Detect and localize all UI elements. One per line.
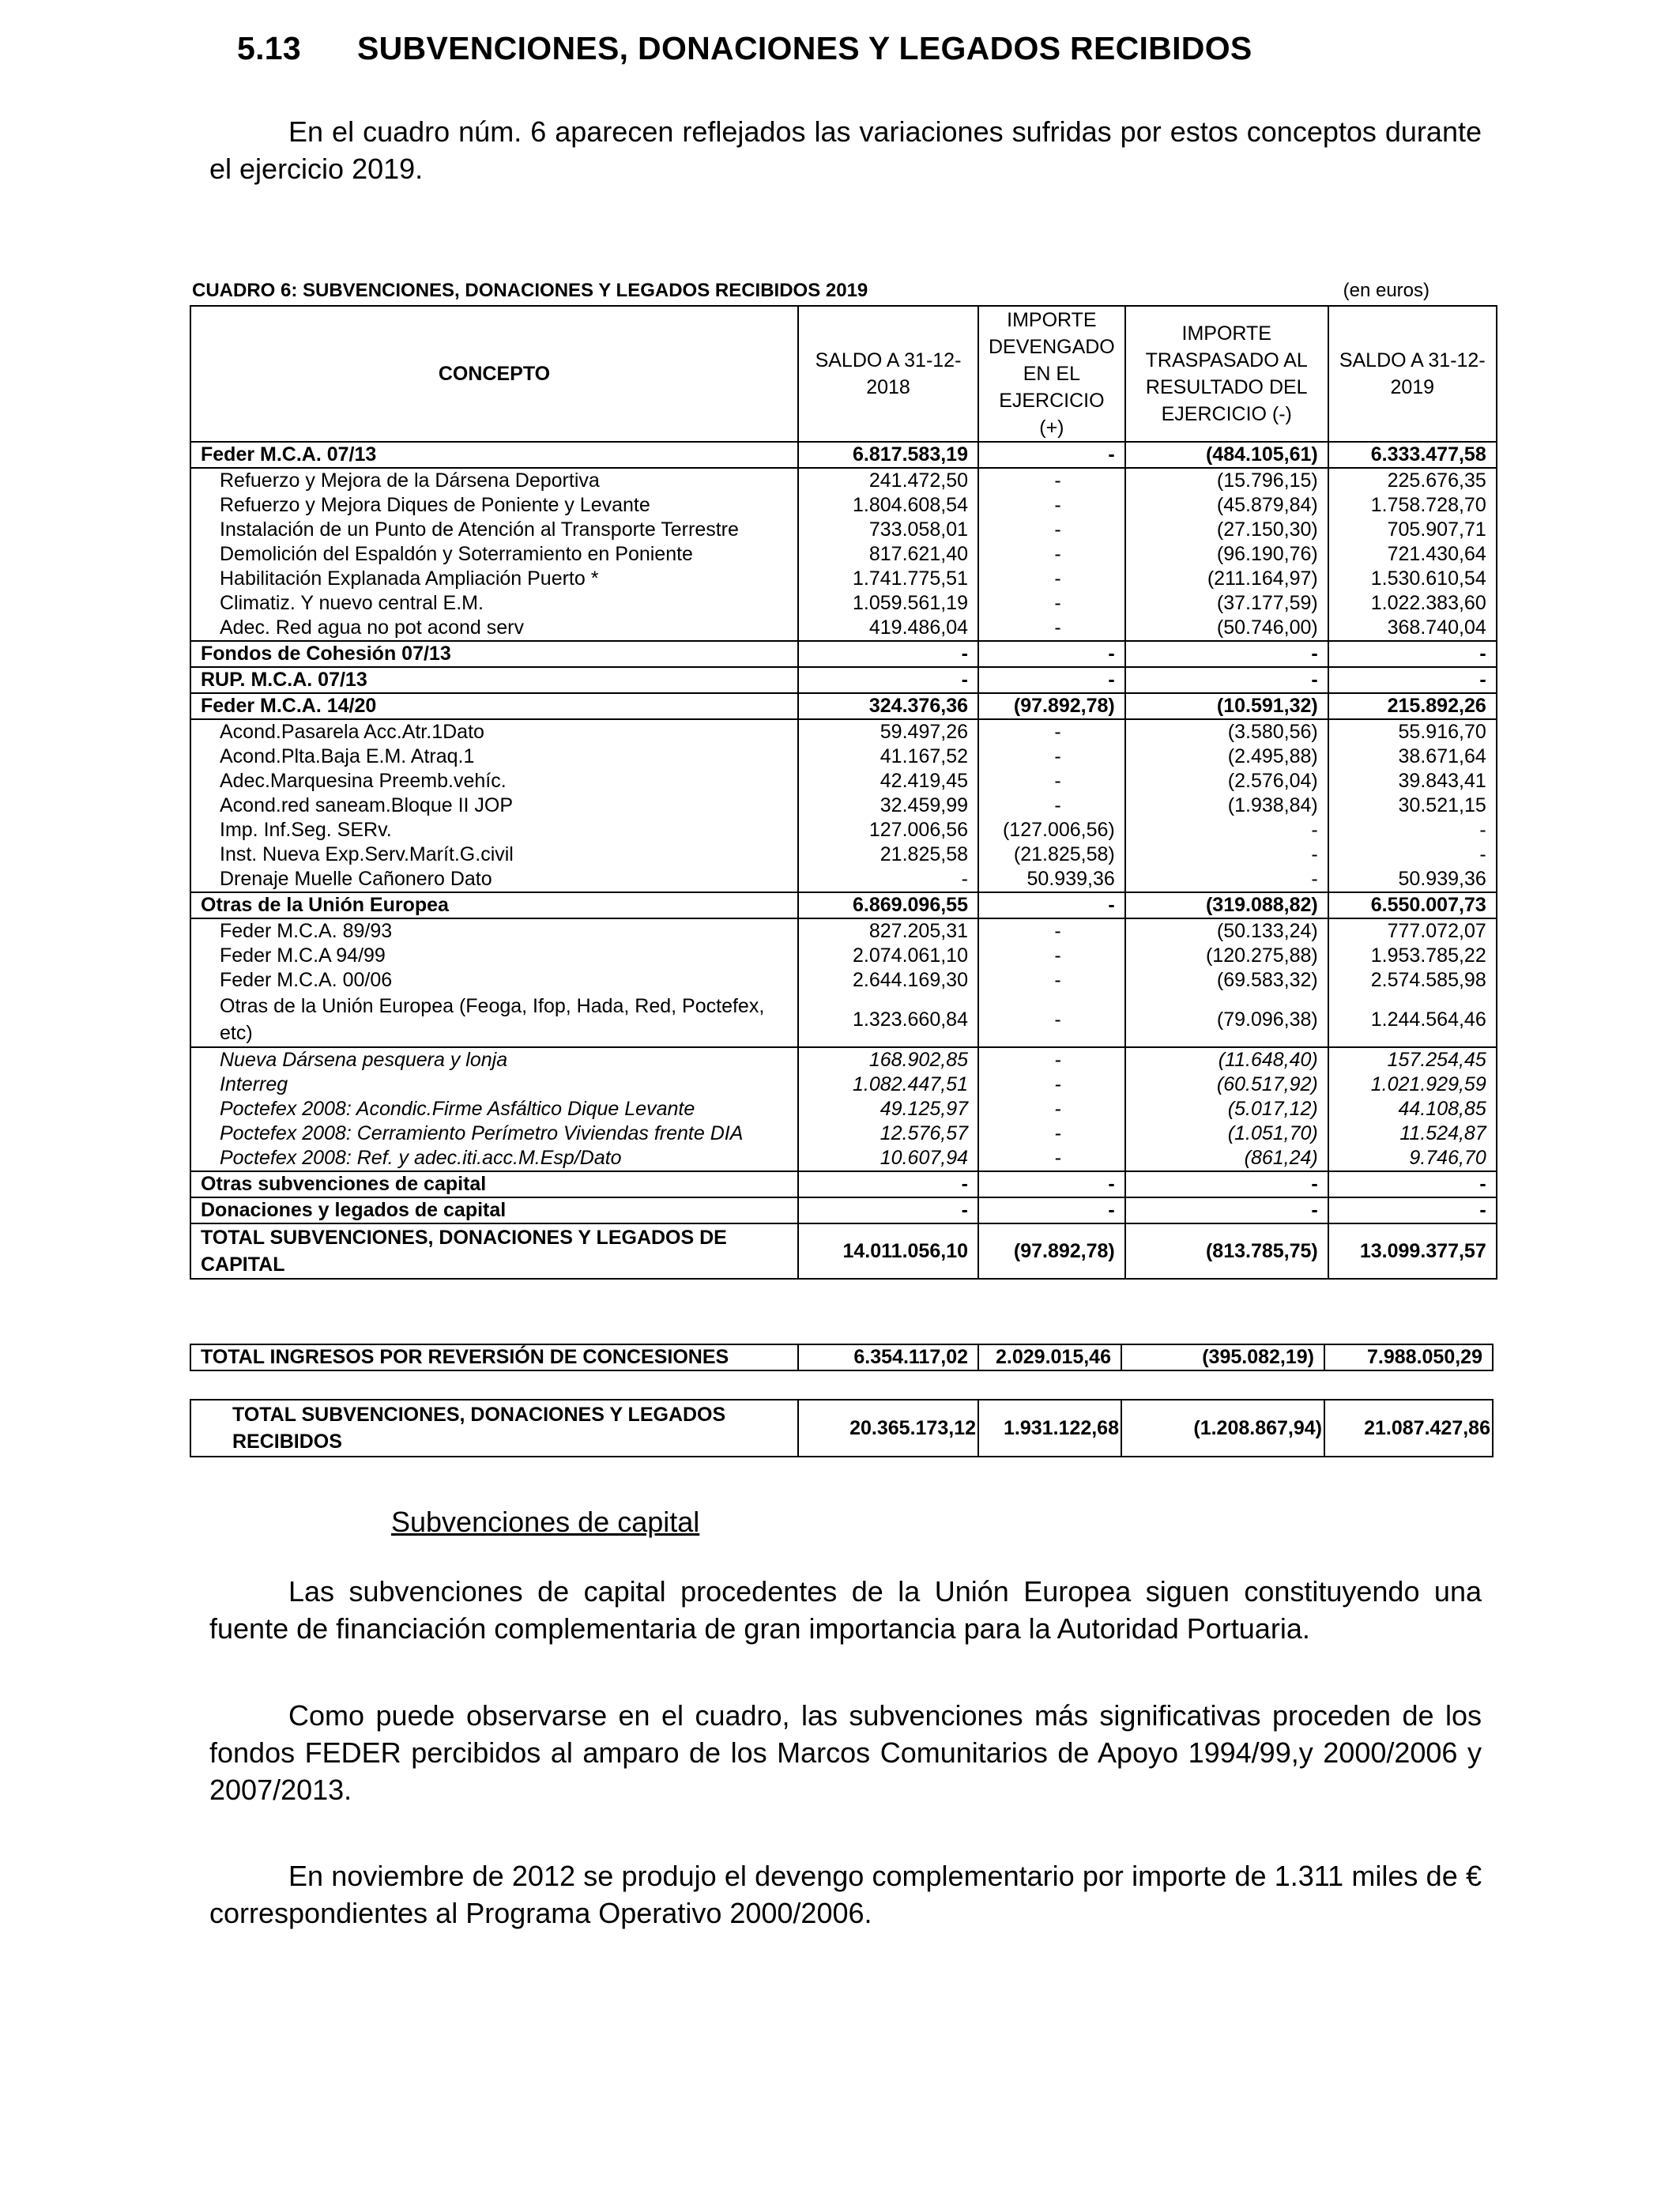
row-saldo-2019: 705.907,71 xyxy=(1328,518,1497,542)
row-devengado: - xyxy=(978,719,1125,745)
table-header-row xyxy=(190,306,1497,442)
paragraph-text: Las subvenciones de capital procedentes de la Unión Europea siguen constituyendo una fuente de financiación complementaria de gran importancia para la Autoridad Portuaria. xyxy=(209,1575,1482,1645)
row-concepto: Acond.red saneam.Bloque II JOP xyxy=(190,794,798,818)
row-concepto: Climatiz. Y nuevo central E.M. xyxy=(190,591,798,616)
row-devengado: - xyxy=(978,567,1125,591)
row-saldo-2018: - xyxy=(798,867,978,892)
row-saldo-2018: 14.011.056,10 xyxy=(798,1223,978,1279)
row-saldo-2018: 42.419,45 xyxy=(798,769,978,794)
table-row xyxy=(190,1146,1497,1171)
row-concepto: Interreg xyxy=(190,1072,798,1097)
row-traspasado: (69.583,32) xyxy=(1125,968,1328,993)
row-devengado: (97.892,78) xyxy=(978,693,1125,719)
table-unit: (en euros) xyxy=(1343,280,1430,301)
row-saldo-2018: - xyxy=(798,641,978,667)
table-row xyxy=(190,616,1497,641)
row-concepto: Fondos de Cohesión 07/13 xyxy=(190,641,798,667)
row-devengado: - xyxy=(978,993,1125,1047)
table-row xyxy=(190,1223,1497,1279)
grand-total-table xyxy=(190,1399,1494,1457)
row-saldo-2019: 30.521,15 xyxy=(1328,794,1497,818)
row-concepto: Poctefex 2008: Ref. y adec.iti.acc.M.Esp/Dato xyxy=(190,1146,798,1171)
paragraph-2 xyxy=(209,1697,1482,1808)
row-traspasado: (79.096,38) xyxy=(1125,993,1328,1047)
row-saldo-2019: 55.916,70 xyxy=(1328,719,1497,745)
table-row xyxy=(190,818,1497,843)
row-traspasado: (484.105,61) xyxy=(1125,442,1328,468)
row-concepto: Acond.Pasarela Acc.Atr.1Dato xyxy=(190,719,798,745)
row-saldo-2018: 21.825,58 xyxy=(798,843,978,867)
row-concepto: Nueva Dársena pesquera y lonja xyxy=(190,1047,798,1072)
row-concepto: Poctefex 2008: Cerramiento Perímetro Viviendas frente DIA xyxy=(190,1122,798,1146)
table-caption-text: CUADRO 6: SUBVENCIONES, DONACIONES Y LEGADOS RECIBIDOS 2019 xyxy=(192,280,868,301)
row-saldo-2019: 721.430,64 xyxy=(1328,542,1497,567)
section-subtitle: Subvenciones de capital xyxy=(391,1506,700,1538)
row-traspasado: (37.177,59) xyxy=(1125,591,1328,616)
row-saldo-2019: 777.072,07 xyxy=(1328,918,1497,944)
row-devengado: 50.939,36 xyxy=(978,867,1125,892)
header-concepto: CONCEPTO xyxy=(190,306,798,442)
row-saldo-2018: 2.074.061,10 xyxy=(798,944,978,968)
row-saldo-2018: - xyxy=(798,1197,978,1223)
row-traspasado: (2.576,04) xyxy=(1125,769,1328,794)
row-saldo-2018: 12.576,57 xyxy=(798,1122,978,1146)
section-number: 5.13 xyxy=(237,30,301,66)
table-row xyxy=(190,719,1497,745)
table-row xyxy=(190,518,1497,542)
row-devengado: (97.892,78) xyxy=(978,1223,1125,1279)
paragraph-3 xyxy=(209,1857,1482,1932)
row-saldo-2018: 6.869.096,55 xyxy=(798,892,978,918)
row-saldo-2019: - xyxy=(1328,1171,1497,1197)
paragraph-text: Como puede observarse en el cuadro, las subvenciones más significativas proceden de los fondos FEDER percibidos al amparo de los Marcos Comunitarios de Apoyo 1994/99,y 2000/2006 y 2007/2013. xyxy=(209,1699,1482,1806)
row-saldo-2018: 324.376,36 xyxy=(798,693,978,719)
row-saldo-2018: 41.167,52 xyxy=(798,745,978,769)
row-devengado: - xyxy=(978,641,1125,667)
row-traspasado: - xyxy=(1125,1197,1328,1223)
row-saldo-2019: 1.530.610,54 xyxy=(1328,567,1497,591)
grand-total-row xyxy=(190,1400,1493,1457)
row-traspasado: (10.591,32) xyxy=(1125,693,1328,719)
row-devengado: - xyxy=(978,542,1125,567)
row-traspasado: (1.208.867,94) xyxy=(1121,1400,1324,1457)
row-devengado: - xyxy=(978,769,1125,794)
table-row xyxy=(190,591,1497,616)
row-saldo-2019: 225.676,35 xyxy=(1328,468,1497,493)
row-traspasado: (319.088,82) xyxy=(1125,892,1328,918)
row-traspasado: (50.746,00) xyxy=(1125,616,1328,641)
row-traspasado: (96.190,76) xyxy=(1125,542,1328,567)
table-row xyxy=(190,745,1497,769)
row-concepto: Feder M.C.A 94/99 xyxy=(190,944,798,968)
table-row xyxy=(190,1097,1497,1122)
row-saldo-2018: 32.459,99 xyxy=(798,794,978,818)
table-row xyxy=(190,1171,1497,1197)
row-saldo-2018: 168.902,85 xyxy=(798,1047,978,1072)
table-row xyxy=(190,944,1497,968)
row-saldo-2019: 7.988.050,29 xyxy=(1324,1344,1493,1370)
row-concepto: TOTAL INGRESOS POR REVERSIÓN DE CONCESIONES xyxy=(190,1344,798,1370)
row-saldo-2018: 59.497,26 xyxy=(798,719,978,745)
row-devengado: - xyxy=(978,442,1125,468)
row-devengado: - xyxy=(978,493,1125,518)
row-devengado: - xyxy=(978,1072,1125,1097)
row-saldo-2018: 733.058,01 xyxy=(798,518,978,542)
row-saldo-2018: 827.205,31 xyxy=(798,918,978,944)
row-devengado: - xyxy=(978,616,1125,641)
row-concepto: Habilitación Explanada Ampliación Puerto * xyxy=(190,567,798,591)
paragraph-text: En noviembre de 2012 se produjo el devengo complementario por importe de 1.311 miles de € correspondientes al Programa Operativo 2000/2006. xyxy=(209,1860,1482,1929)
row-saldo-2019: 50.939,36 xyxy=(1328,867,1497,892)
table-row xyxy=(190,794,1497,818)
intro-text: En el cuadro núm. 6 aparecen reflejados las variaciones sufridas por estos conceptos durante el ejercicio 2019. xyxy=(209,115,1482,185)
row-concepto: Adec. Red agua no pot acond serv xyxy=(190,616,798,641)
row-devengado: - xyxy=(978,1197,1125,1223)
row-concepto: Adec.Marquesina Preemb.vehíc. xyxy=(190,769,798,794)
row-concepto: Imp. Inf.Seg. SERv. xyxy=(190,818,798,843)
row-traspasado: (15.796,15) xyxy=(1125,468,1328,493)
row-saldo-2019: - xyxy=(1328,641,1497,667)
table-row xyxy=(190,1197,1497,1223)
table-row xyxy=(190,442,1497,468)
row-concepto: Feder M.C.A. 00/06 xyxy=(190,968,798,993)
table-row xyxy=(190,693,1497,719)
row-saldo-2018: 127.006,56 xyxy=(798,818,978,843)
row-traspasado: - xyxy=(1125,667,1328,693)
row-traspasado: (45.879,84) xyxy=(1125,493,1328,518)
row-saldo-2018: 817.621,40 xyxy=(798,542,978,567)
row-traspasado: (1.938,84) xyxy=(1125,794,1328,818)
table-row xyxy=(190,567,1497,591)
row-devengado: - xyxy=(978,944,1125,968)
row-concepto: Refuerzo y Mejora de la Dársena Deportiva xyxy=(190,468,798,493)
row-saldo-2018: 419.486,04 xyxy=(798,616,978,641)
table-row xyxy=(190,968,1497,993)
row-traspasado: (5.017,12) xyxy=(1125,1097,1328,1122)
table-caption xyxy=(192,280,1500,302)
subsidies-table xyxy=(190,305,1497,1280)
row-concepto: Feder M.C.A. 14/20 xyxy=(190,693,798,719)
row-concepto: Instalación de un Punto de Atención al Transporte Terrestre xyxy=(190,518,798,542)
row-concepto: Otras de la Unión Europea xyxy=(190,892,798,918)
table-row xyxy=(190,667,1497,693)
row-saldo-2018: 1.323.660,84 xyxy=(798,993,978,1047)
row-traspasado: (395.082,19) xyxy=(1121,1344,1324,1370)
table-row xyxy=(190,641,1497,667)
row-concepto: Otras de la Unión Europea (Feoga, Ifop, Hada, Red, Poctefex, etc) xyxy=(190,993,798,1047)
row-devengado: 1.931.122,68 xyxy=(978,1400,1121,1457)
row-saldo-2019: 11.524,87 xyxy=(1328,1122,1497,1146)
row-saldo-2019: 1.021.929,59 xyxy=(1328,1072,1497,1097)
row-traspasado: - xyxy=(1125,843,1328,867)
row-saldo-2018: - xyxy=(798,667,978,693)
row-saldo-2019: 44.108,85 xyxy=(1328,1097,1497,1122)
table-row xyxy=(190,867,1497,892)
row-concepto: Otras subvenciones de capital xyxy=(190,1171,798,1197)
row-saldo-2018: 241.472,50 xyxy=(798,468,978,493)
row-saldo-2019: 1.244.564,46 xyxy=(1328,993,1497,1047)
row-devengado: - xyxy=(978,892,1125,918)
header-saldo-2018: SALDO A 31-12-2018 xyxy=(798,306,978,442)
row-concepto: Poctefex 2008: Acondic.Firme Asfáltico Dique Levante xyxy=(190,1097,798,1122)
row-saldo-2018: 1.082.447,51 xyxy=(798,1072,978,1097)
row-saldo-2019: 1.022.383,60 xyxy=(1328,591,1497,616)
row-traspasado: (211.164,97) xyxy=(1125,567,1328,591)
row-saldo-2018: - xyxy=(798,1171,978,1197)
row-saldo-2019: 368.740,04 xyxy=(1328,616,1497,641)
row-saldo-2019: 13.099.377,57 xyxy=(1328,1223,1497,1279)
row-devengado: - xyxy=(978,1171,1125,1197)
row-concepto: Feder M.C.A. 89/93 xyxy=(190,918,798,944)
row-saldo-2019: 6.333.477,58 xyxy=(1328,442,1497,468)
row-saldo-2019: 9.746,70 xyxy=(1328,1146,1497,1171)
row-saldo-2018: 6.817.583,19 xyxy=(798,442,978,468)
row-concepto: Refuerzo y Mejora Diques de Poniente y Levante xyxy=(190,493,798,518)
row-devengado: - xyxy=(978,1122,1125,1146)
row-concepto: RUP. M.C.A. 07/13 xyxy=(190,667,798,693)
row-devengado: (127.006,56) xyxy=(978,818,1125,843)
row-saldo-2019: 6.550.007,73 xyxy=(1328,892,1497,918)
row-concepto: TOTAL SUBVENCIONES, DONACIONES Y LEGADOS DE CAPITAL xyxy=(190,1223,798,1279)
row-saldo-2019: 38.671,64 xyxy=(1328,745,1497,769)
row-devengado: - xyxy=(978,745,1125,769)
row-concepto: TOTAL SUBVENCIONES, DONACIONES Y LEGADOS RECIBIDOS xyxy=(190,1400,798,1457)
row-devengado: 2.029.015,46 xyxy=(978,1344,1121,1370)
reversion-total-row xyxy=(190,1344,1493,1370)
section-heading xyxy=(237,30,1252,67)
row-saldo-2019: 39.843,41 xyxy=(1328,769,1497,794)
row-saldo-2019: 21.087.427,86 xyxy=(1324,1400,1493,1457)
row-saldo-2019: 1.758.728,70 xyxy=(1328,493,1497,518)
row-traspasado: - xyxy=(1125,867,1328,892)
row-devengado: - xyxy=(978,794,1125,818)
row-saldo-2018: 6.354.117,02 xyxy=(798,1344,978,1370)
table-row xyxy=(190,993,1497,1047)
row-saldo-2018: 1.741.775,51 xyxy=(798,567,978,591)
row-traspasado: (60.517,92) xyxy=(1125,1072,1328,1097)
intro-paragraph xyxy=(209,113,1482,187)
row-devengado: - xyxy=(978,468,1125,493)
row-saldo-2018: 1.804.608,54 xyxy=(798,493,978,518)
row-traspasado: (50.133,24) xyxy=(1125,918,1328,944)
row-saldo-2019: 215.892,26 xyxy=(1328,693,1497,719)
table-row xyxy=(190,769,1497,794)
row-saldo-2019: - xyxy=(1328,818,1497,843)
table-row xyxy=(190,493,1497,518)
row-devengado: - xyxy=(978,1146,1125,1171)
row-traspasado: - xyxy=(1125,1171,1328,1197)
table-row xyxy=(190,1072,1497,1097)
row-devengado: - xyxy=(978,667,1125,693)
header-traspasado: IMPORTE TRASPASADO AL RESULTADO DEL EJERCICIO (-) xyxy=(1125,306,1328,442)
row-saldo-2019: 1.953.785,22 xyxy=(1328,944,1497,968)
table-row xyxy=(190,1047,1497,1072)
row-saldo-2019: 2.574.585,98 xyxy=(1328,968,1497,993)
row-traspasado: (861,24) xyxy=(1125,1146,1328,1171)
table-row xyxy=(190,542,1497,567)
header-saldo-2019: SALDO A 31-12-2019 xyxy=(1328,306,1497,442)
row-traspasado: - xyxy=(1125,818,1328,843)
row-saldo-2019: - xyxy=(1328,1197,1497,1223)
row-traspasado: - xyxy=(1125,641,1328,667)
header-devengado: IMPORTE DEVENGADO EN EL EJERCICIO (+) xyxy=(978,306,1125,442)
row-saldo-2018: 10.607,94 xyxy=(798,1146,978,1171)
row-saldo-2018: 49.125,97 xyxy=(798,1097,978,1122)
row-traspasado: (120.275,88) xyxy=(1125,944,1328,968)
reversion-total-table xyxy=(190,1344,1494,1371)
row-traspasado: (1.051,70) xyxy=(1125,1122,1328,1146)
row-saldo-2019: - xyxy=(1328,843,1497,867)
row-concepto: Acond.Plta.Baja E.M. Atraq.1 xyxy=(190,745,798,769)
row-saldo-2019: - xyxy=(1328,667,1497,693)
row-devengado: - xyxy=(978,968,1125,993)
row-saldo-2018: 2.644.169,30 xyxy=(798,968,978,993)
row-devengado: - xyxy=(978,918,1125,944)
row-devengado: - xyxy=(978,1097,1125,1122)
row-traspasado: (3.580,56) xyxy=(1125,719,1328,745)
row-devengado: - xyxy=(978,591,1125,616)
row-concepto: Donaciones y legados de capital xyxy=(190,1197,798,1223)
table-row xyxy=(190,918,1497,944)
row-concepto: Inst. Nueva Exp.Serv.Marít.G.civil xyxy=(190,843,798,867)
row-traspasado: (27.150,30) xyxy=(1125,518,1328,542)
table-row xyxy=(190,1122,1497,1146)
table-row xyxy=(190,843,1497,867)
row-traspasado: (813.785,75) xyxy=(1125,1223,1328,1279)
row-saldo-2018: 1.059.561,19 xyxy=(798,591,978,616)
paragraph-1 xyxy=(209,1573,1482,1647)
row-devengado: - xyxy=(978,1047,1125,1072)
row-saldo-2018: 20.365.173,12 xyxy=(798,1400,978,1457)
row-concepto: Drenaje Muelle Cañonero Dato xyxy=(190,867,798,892)
row-devengado: (21.825,58) xyxy=(978,843,1125,867)
table-row xyxy=(190,468,1497,493)
row-concepto: Feder M.C.A. 07/13 xyxy=(190,442,798,468)
table-row xyxy=(190,892,1497,918)
row-traspasado: (2.495,88) xyxy=(1125,745,1328,769)
row-traspasado: (11.648,40) xyxy=(1125,1047,1328,1072)
row-devengado: - xyxy=(978,518,1125,542)
section-title: SUBVENCIONES, DONACIONES Y LEGADOS RECIBIDOS xyxy=(357,30,1252,66)
row-concepto: Demolición del Espaldón y Soterramiento en Poniente xyxy=(190,542,798,567)
row-saldo-2019: 157.254,45 xyxy=(1328,1047,1497,1072)
